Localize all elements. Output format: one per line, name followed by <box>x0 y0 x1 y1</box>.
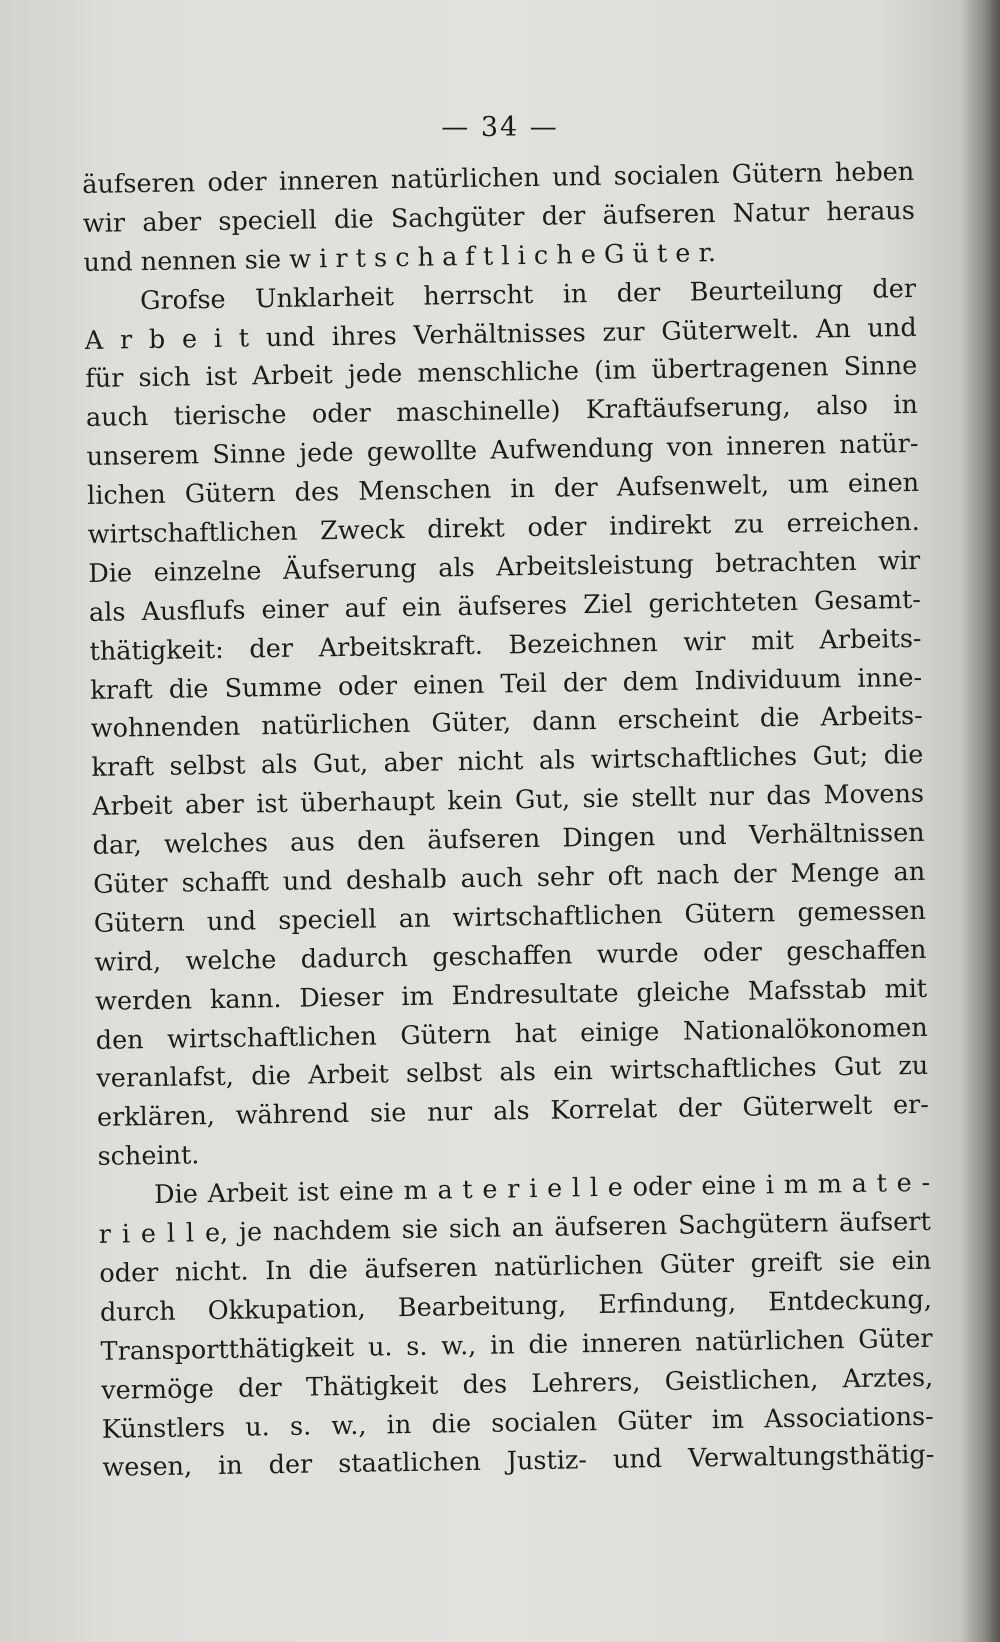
text-line: A r b e i t und ihres Verhältnisses zur Güterwelt. An und <box>84 312 917 356</box>
text-line: kraft die Summe oder einen Teil der dem Individuum inne- <box>90 662 923 706</box>
text-line: äufseren oder inneren natürlichen und socialen Gütern heben <box>82 156 915 200</box>
page-number: — 34 — <box>441 112 559 143</box>
text-line: veranlafst, die Arbeit selbst als ein wirtschaftliches Gut zu <box>96 1051 929 1095</box>
page-edge-shadow <box>960 0 1000 1642</box>
text-line: wesen, in der staatlichen Justiz- und Verwaltungsthätig- <box>102 1440 935 1484</box>
text-line: Güter schafft und deshalb auch sehr oft nach der Menge an <box>93 856 926 900</box>
text-line: wird, welche dadurch geschaffen wurde oder geschaffen <box>94 934 927 978</box>
text-line: Gütern und speciell an wirtschaftlichen Gütern gemessen <box>93 895 927 939</box>
text-line: scheint. <box>97 1140 200 1173</box>
text-line: als Ausflufs einer auf ein äufseres Ziel gerichteten Gesamt- <box>88 584 922 628</box>
text-line: unserem Sinne jede gewollte Aufwendung von inneren natür- <box>86 429 919 473</box>
text-line: r i e l l e, je nachdem sie sich an äufseren Sachgütern äufsert <box>98 1206 931 1250</box>
text-line: kraft selbst als Gut, aber nicht als wirtschaftliches Gut; die <box>91 740 924 784</box>
text-line: erklären, während sie nur als Korrelat der Güterwelt er- <box>96 1090 930 1134</box>
text-line: den wirtschaftlichen Gütern hat einige Nationalökonomen <box>95 1012 928 1056</box>
text-line: auch tierische oder maschinelle) Kraftäufserung, also in <box>85 390 919 434</box>
text-line: vermöge der Thätigkeit des Lehrers, Geistlichen, Arztes, <box>100 1362 934 1406</box>
text-line: Die Arbeit ist eine m a t e r i e l l e oder eine i m m a t e - <box>153 1167 931 1211</box>
text-line: thätigkeit: der Arbeitskraft. Bezeichnen wir mit Arbeits- <box>89 623 922 667</box>
text-line: wohnenden natürlichen Güter, dann erscheint die Arbeits- <box>90 701 923 745</box>
text-line: Arbeit aber ist überhaupt kein Gut, sie stellt nur das Movens <box>91 779 925 823</box>
text-line: wirtschaftlichen Zweck direkt oder indirekt zu erreichen. <box>87 506 920 550</box>
text-line: Grofse Unklarheit herrscht in der Beurteilung der <box>139 273 917 316</box>
text-line: für sich ist Arbeit jede menschliche (im übertragenen Sinne <box>85 351 918 395</box>
text-line: Die einzelne Äufserung als Arbeitsleistung betrachten wir <box>88 545 921 589</box>
text-line: Transportthätigkeit u. s. w., in die inneren natürlichen Güter <box>100 1323 933 1367</box>
text-line: durch Okkupation, Bearbeitung, Erfindung, Entdeckung, <box>99 1284 933 1328</box>
text-line: dar, welches aus den äufseren Dingen und Verhältnissen <box>92 817 925 862</box>
text-line: wir aber speciell die Sachgüter der äufseren Natur heraus <box>82 195 916 239</box>
text-line: und nennen sie w i r t s c h a f t l i c h e G ü t e r. <box>83 237 717 278</box>
text-line: lichen Gütern des Menschen in der Aufsenwelt, um einen <box>86 468 920 512</box>
body-text <box>82 153 935 1488</box>
text-line: Künstlers u. s. w., in die socialen Güter im Associations- <box>101 1401 934 1445</box>
text-line: oder nicht. In die äufseren natürlichen Güter greift sie ein <box>99 1245 932 1289</box>
text-line: werden kann. Dieser im Endresultate gleiche Mafsstab mit <box>94 973 928 1017</box>
